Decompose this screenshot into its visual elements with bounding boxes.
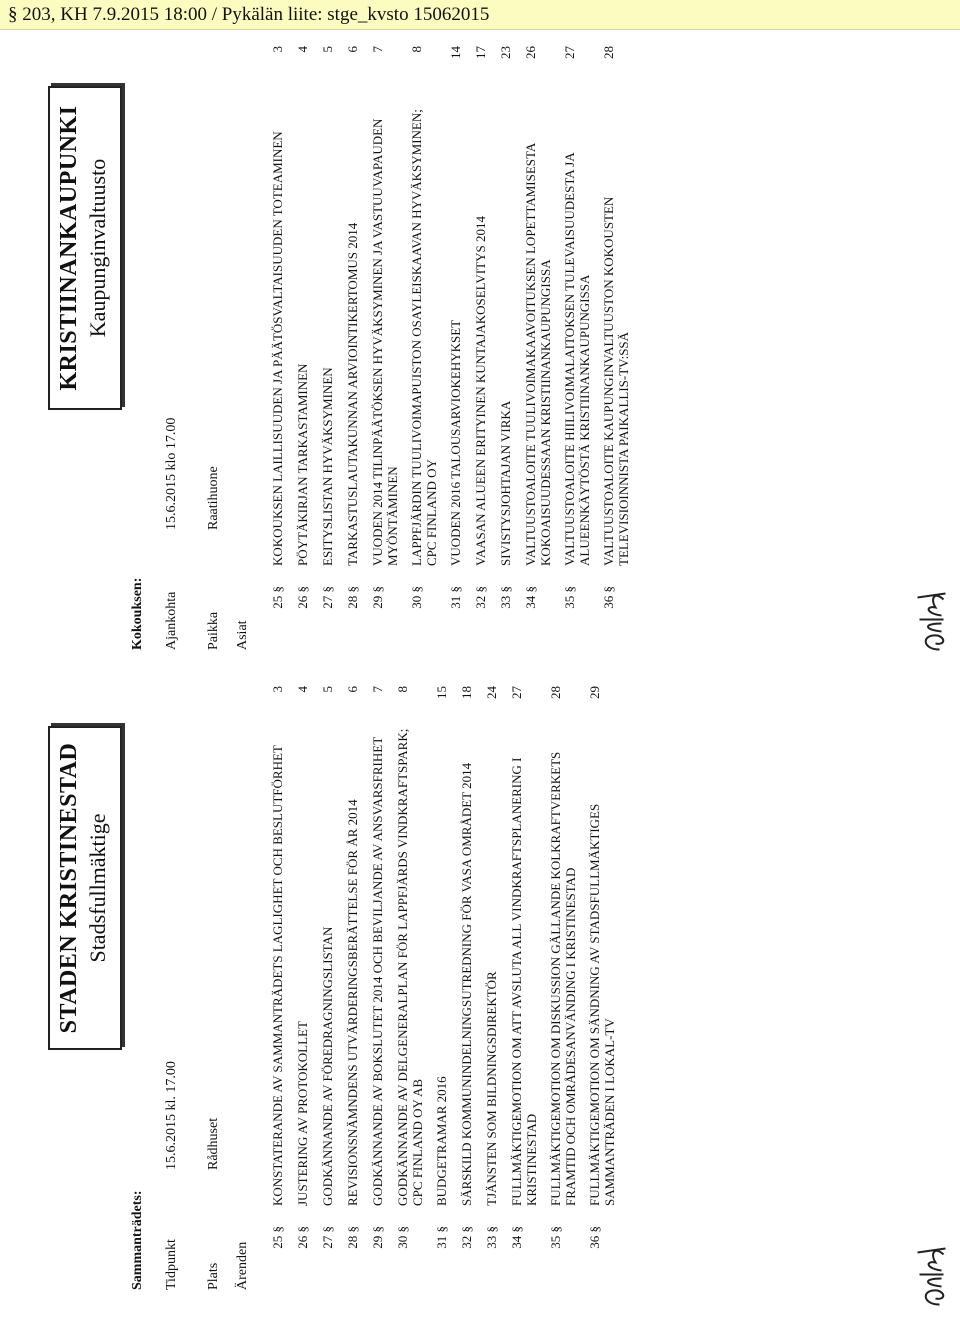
agenda-item [370,10,400,650]
finnish-place-row [206,418,222,650]
agenda-item-page: 15 [434,686,449,699]
agenda-item [345,650,361,1290]
finnish-place-value: Raatihuone [206,466,221,530]
agenda-item [345,10,361,650]
agenda-item [434,650,450,1290]
agenda-item-title: VALTUUSTOALOITE HIILIVOIMALAITOKSEN TULEVAISUUDESTA JA ALUEENKÄYTÖSTÄ KRISTIINANKAUPUNGISSA [562,153,592,566]
agenda-item [409,10,439,650]
agenda-item-title: FULLMÄKTIGEMOTION OM DISKUSSION GÄLLANDE KOLKRAFTVERKETS FRAMTID OCH OMRÅDESANVÄNDING I KRISTINESTAD [548,751,578,1206]
agenda-item [562,10,592,650]
agenda-item-title: TJÄNSTEN SOM BILDNINGSDIREKTÖR [484,971,499,1206]
agenda-item-number: 34 § [509,1226,524,1249]
swedish-time-label: Tidpunkt [164,1239,179,1290]
agenda-item-page: 8 [409,46,424,53]
finnish-org-name: KRISTIINANKAUPUNKI [56,105,82,391]
finnish-time-value: 15.6.2015 klo 17.00 [164,417,179,530]
agenda-item-title: GODKÄNNANDE AV BOKSLUTET 2014 OCH BEVILJANDE AV ANSVARSFRIHET [370,736,385,1206]
agenda-item-page: 7 [370,686,385,693]
finnish-place-label: Paikka [206,611,221,650]
finnish-title-box [48,86,122,410]
agenda-item-page: 3 [270,46,285,53]
agenda-item-page: 17 [473,46,488,59]
agenda-item [448,10,464,650]
agenda-item-number: 32 § [459,1226,474,1249]
agenda-item-page: 24 [484,686,499,699]
agenda-item-title: JUSTERING AV PROTOKOLLET [295,1021,310,1206]
agenda-item [473,10,489,650]
agenda-item-number: 25 § [270,1226,285,1249]
agenda-item-page: 4 [295,686,310,693]
agenda-item-page: 8 [395,686,410,693]
agenda-item-title: FULLMÄKTIGEMOTION OM SÄNDNING AV STADSFULLMÄKTIGES SAMMANTRÄDEN I LOKAL-TV [587,803,617,1206]
finnish-items-heading: Asiat [235,620,250,650]
agenda-item-page: 23 [498,46,513,59]
agenda-item-number: 30 § [395,1226,410,1249]
agenda-item-title: ESITYSLISTAN HYVÄKSYMINEN [320,367,335,566]
agenda-item-page: 29 [587,686,602,699]
agenda-item [601,10,631,650]
agenda-item-title: KOKOUKSEN LAILLISUUDEN JA PÄÄTÖSVALTAISUUDEN TOTEAMINEN [270,131,285,566]
agenda-item-number: 34 § [523,586,538,609]
agenda-item-page: 5 [320,46,335,53]
finnish-body-name: Kaupunginvaltuusto [85,158,110,338]
agenda-item-title: FULLMÄKTIGEMOTION OM ATT AVSLUTA ALL VINDKRAFTSPLANERING I KRISTINESTAD [509,757,539,1206]
agenda-item-number: 31 § [434,1226,449,1249]
agenda-item-number: 36 § [601,586,616,609]
agenda-item-title: GODKÄNNANDE AV FÖREDRAGNINGSLISTAN [320,926,335,1206]
swedish-meeting-info [130,1061,248,1290]
finnish-agenda [30,0,950,660]
swedish-items-heading: Ärenden [235,1241,250,1290]
agenda-item-title: GODKÄNNANDE AV DELGENERALPLAN FÖR LAPPFJÄRDS VINDKRAFTSPARK; CPC FINLAND OY AB [395,728,425,1206]
agenda-item [509,650,539,1290]
agenda-item-number: 35 § [548,1226,563,1249]
agenda-item-page: 14 [448,46,463,59]
agenda-item [370,650,386,1290]
agenda-item-number: 28 § [345,586,360,609]
agenda-item-title: VUODEN 2014 TILINPÄÄTÖKSEN HYVÄKSYMINEN JA VASTUUVAPAUDEN MYÖNTÄMINEN [370,118,400,566]
agenda-item-number: 33 § [498,586,513,609]
agenda-item-page: 7 [370,46,385,53]
agenda-item [484,650,500,1290]
finnish-time-row [164,418,180,650]
agenda-item-page: 18 [459,686,474,699]
agenda-item-number: 28 § [345,1226,360,1249]
agenda-item-title: SIVISTYSJOHTAJAN VIRKA [498,400,513,566]
agenda-item-page: 4 [295,46,310,53]
agenda-item-page: 27 [562,46,577,59]
agenda-item-number: 31 § [448,586,463,609]
agenda-item-title: PÖYTÄKIRJAN TARKASTAMINEN [295,363,310,566]
agenda-item-page: 28 [601,46,616,59]
agenda-item [395,650,425,1290]
agenda-item-number: 26 § [295,586,310,609]
swedish-time-row [164,1061,180,1290]
agenda-item-number: 29 § [370,586,385,609]
agenda-item-page: 27 [509,686,524,699]
agenda-item-title: VAASAN ALUEEN ERITYINEN KUNTAJAKOSELVITYS 2014 [473,216,488,566]
agenda-item-page: 5 [320,686,335,693]
agenda-item-title: KONSTATERANDE AV SAMMANTRÄDETS LAGLIGHET OCH BESLUTFÖRHET [270,745,285,1206]
agenda-item-title: VUODEN 2016 TALOUSARVIOKEHYKSET [448,319,463,566]
agenda-item [295,10,311,650]
swedish-place-label: Plats [206,1262,221,1290]
agenda-item [548,650,578,1290]
agenda-item-page: 6 [345,686,360,693]
agenda-item-number: 30 § [409,586,424,609]
finnish-meeting-label: Kokouksen: [130,577,145,650]
agenda-item [295,650,311,1290]
swedish-meeting-label: Sammanträdets: [130,1190,145,1290]
swedish-org-name: STADEN KRISTINESTAD [56,742,82,1034]
agenda-item-title: TARKASTUSLAUTAKUNNAN ARVIOINTIKERTOMUS 2014 [345,222,360,566]
finnish-meeting-info [130,418,248,650]
agenda-item [587,650,617,1290]
agenda-item-number: 36 § [587,1226,602,1249]
agenda-item-title: REVISIONSNÄMNDENS UTVÄRDERINGSBERÄTTELSE FÖR ÅR 2014 [345,799,360,1206]
signature-initials-lower [912,1239,959,1309]
agenda-item-number: 25 § [270,586,285,609]
agenda-item-number: 26 § [295,1226,310,1249]
agenda-item-number: 32 § [473,586,488,609]
agenda-item-page: 6 [345,46,360,53]
agenda-item [320,10,336,650]
swedish-body-name: Stadsfullmäktige [85,813,110,963]
agenda-item-page: 3 [270,686,285,693]
agenda-item-title: LAPPFJÄRDIN TUULIVOIMAPUISTON OSAYLEISKAAVAN HYVÄKSYMINEN; CPC FINLAND OY [409,109,439,566]
agenda-item [523,10,553,650]
agenda-item-number: 33 § [484,1226,499,1249]
agenda-item-page: 26 [523,46,538,59]
agenda-item-number: 27 § [320,586,335,609]
swedish-title-box [48,726,122,1050]
agenda-item [270,650,286,1290]
agenda-item [498,10,514,650]
agenda-item-number: 27 § [320,1226,335,1249]
finnish-time-label: Ajankohta [164,591,179,650]
swedish-items-list [270,650,626,1290]
agenda-item-title: SÄRSKILD KOMMUNINDELNINGSUTREDNING FÖR VASA OMRÅDET 2014 [459,762,474,1206]
swedish-agenda [30,640,950,1300]
agenda-item [320,650,336,1290]
agenda-item-page: 28 [548,686,563,699]
swedish-place-value: Rådhuset [206,1117,221,1170]
agenda-item [459,650,475,1290]
agenda-item-title: BUDGETRAMAR 2016 [434,1076,449,1206]
swedish-time-value: 15.6.2015 kl. 17.00 [164,1061,179,1170]
signature-initials-upper [912,584,959,654]
finnish-items-list [270,10,640,650]
agenda-item-title: VALTUUSTOALOITE KAUPUNGINVALTUUSTON KOKOUSTEN TELEVISIOINNISTA PAIKALLIS-TV:SSÄ [601,196,631,566]
agenda-item-title: VALTUUSTOALOITE TUULIVOIMAKAAVOITUKSEN LOPETTAMISESTA KOKOAISUUDESSAAN KRISTIINANKAUPUNGISSA [523,143,553,566]
swedish-place-row [206,1061,222,1290]
attachment-header: § 203, KH 7.9.2015 18:00 / Pykälän liite: stge_kvsto 15062015 [0,0,960,30]
agenda-item-number: 35 § [562,586,577,609]
agenda-item [270,10,286,650]
agenda-item-number: 29 § [370,1226,385,1249]
